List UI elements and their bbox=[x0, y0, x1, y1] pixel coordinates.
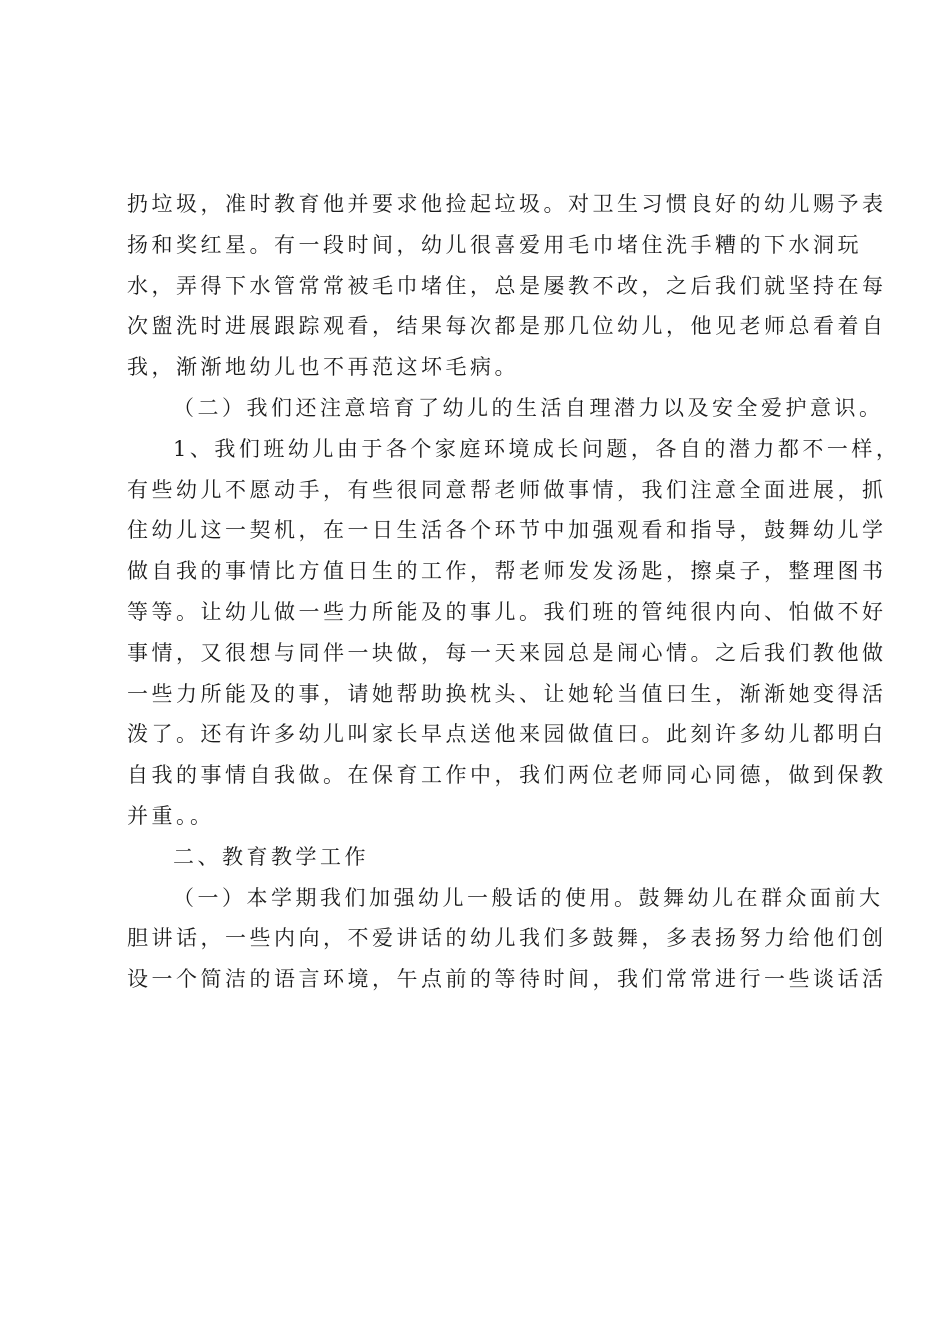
document-body bbox=[127, 184, 901, 1000]
text-line: 我，渐渐地幼儿也不再范这坏毛病。 bbox=[127, 355, 519, 380]
paragraph-self-care-details bbox=[127, 429, 901, 837]
text-line: 水，弄得下水管常常被毛巾堵住，总是屡教不改，之后我们就坚持在每 bbox=[127, 273, 887, 298]
text-line: 有些幼儿不愿动手，有些很同意帮老师做事情，我们注意全面进展，抓 bbox=[127, 477, 887, 502]
paragraph-hygiene-habits bbox=[127, 184, 887, 388]
text-line: 做自我的事情比方值日生的工作，帮老师发发汤匙，擦桌子，整理图书 bbox=[127, 559, 887, 584]
text-line: 住幼儿这一契机，在一日生活各个环节中加强观看和指导，鼓舞幼儿学 bbox=[127, 518, 887, 543]
text-line: 等等。让幼儿做一些力所能及的事儿。我们班的管纯很内向、怕做不好 bbox=[127, 599, 887, 624]
text-line: 自我的事情自我做。在保育工作中，我们两位老师同心同德，做到保教 bbox=[127, 763, 887, 788]
text-line: 1、我们班幼儿由于各个家庭环境成长问题，各自的潜力都不一样， bbox=[173, 436, 901, 461]
text-line: （一）本学期我们加强幼儿一般话的使用。鼓舞幼儿在群众面前大 bbox=[173, 885, 884, 910]
text-line: 扔垃圾，准时教育他并要求他捡起垃圾。对卫生习惯良好的幼儿赐予表 bbox=[127, 192, 887, 216]
text-line: 并重。。 bbox=[127, 803, 215, 828]
text-line: 一些力所能及的事，请她帮助换枕头、让她轮当值曰生，渐渐她变得活 bbox=[127, 681, 887, 706]
text-line: （二）我们还注意培育了幼儿的生活自理潜力以及安全爱护意识。 bbox=[173, 395, 884, 420]
text-line: 胆讲话，一些内向，不爱讲话的幼儿我们多鼓舞，多表扬努力给他们创 bbox=[127, 926, 887, 951]
paragraph-language-education bbox=[127, 878, 887, 1000]
text-line: 设一个简洁的语言环境，午点前的等待时间，我们常常进行一些谈话活 bbox=[127, 967, 887, 992]
text-line: 扬和奖红星。有一段时间，幼儿很喜爱用毛巾堵住洗手糟的下水洞玩 bbox=[127, 232, 862, 257]
subheading-self-care bbox=[127, 388, 884, 429]
text-line: 次盥洗时进展跟踪观看，结果每次都是那几位幼儿，他见老师总看着自 bbox=[127, 314, 887, 339]
text-line: 泼了。还有许多幼儿叫家长早点送他来园做值曰。此刻许多幼儿都明白 bbox=[127, 722, 887, 747]
section-heading-education bbox=[127, 837, 827, 878]
text-line: 事情，又很想与同伴一块做，每一天来园总是闹心情。之后我们教他做 bbox=[127, 640, 887, 665]
text-line: 二、教育教学工作 bbox=[173, 844, 369, 869]
